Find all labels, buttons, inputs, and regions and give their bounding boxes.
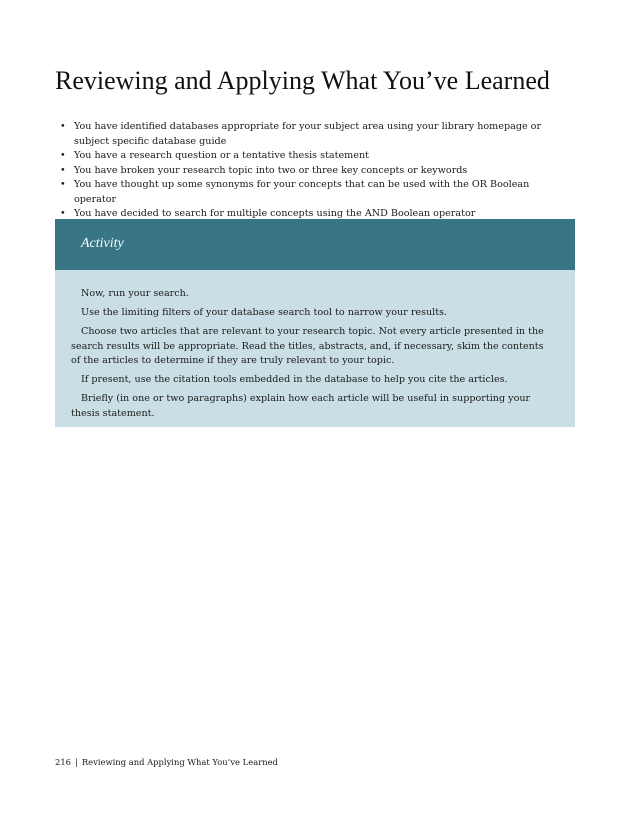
activity-paragraph: If present, use the citation tools embedded in the database to help you cite the articles.: [81, 374, 508, 385]
page-footer: [55, 756, 278, 768]
list-item: [55, 120, 555, 149]
bullet-icon: •: [60, 208, 66, 219]
page-title: Reviewing and Applying What You’ve Learned: [55, 66, 550, 95]
checklist: [55, 120, 555, 222]
footer-separator: |: [75, 757, 78, 767]
activity-paragraph: Now, run your search.: [81, 288, 189, 299]
bullet-icon: •: [60, 121, 66, 132]
list-item-text: You have broken your research topic into two or three key concepts or keywords: [74, 164, 468, 176]
activity-header: [55, 219, 575, 270]
list-item-text: You have decided to search for multiple concepts using the AND Boolean operator: [74, 208, 476, 219]
list-item-text: You have identified databases appropriate for your subject area using your library homepage or subject specific database guide: [74, 121, 542, 147]
list-item-text: You have thought up some synonyms for your concepts that can be used with the OR Boolean operator: [74, 179, 530, 205]
activity-body: [71, 287, 553, 426]
activity-title: Activity: [81, 236, 124, 251]
list-item: [55, 178, 555, 207]
running-title: Reviewing and Applying What You’ve Learned: [81, 757, 278, 767]
list-item: [55, 149, 555, 164]
page-number: 216: [55, 757, 71, 767]
bullet-icon: •: [60, 150, 66, 161]
bullet-icon: •: [60, 179, 66, 190]
list-item-text: You have a research question or a tentative thesis statement: [74, 150, 369, 161]
list-item: [55, 164, 555, 179]
activity-paragraph: Briefly (in one or two paragraphs) explain how each article will be useful in supporting your thesis statement.: [71, 393, 531, 419]
activity-box: [55, 219, 575, 427]
activity-paragraph: Use the limiting filters of your database search tool to narrow your results.: [81, 307, 448, 318]
activity-paragraph: Choose two articles that are relevant to your research topic. Not every article presented in the search results will be appropriate. Read the titles, abstracts, and, if necessary, skim the contents of the articles to determine if they are truly relevant to your topic.: [71, 326, 544, 366]
bullet-icon: •: [60, 164, 66, 176]
